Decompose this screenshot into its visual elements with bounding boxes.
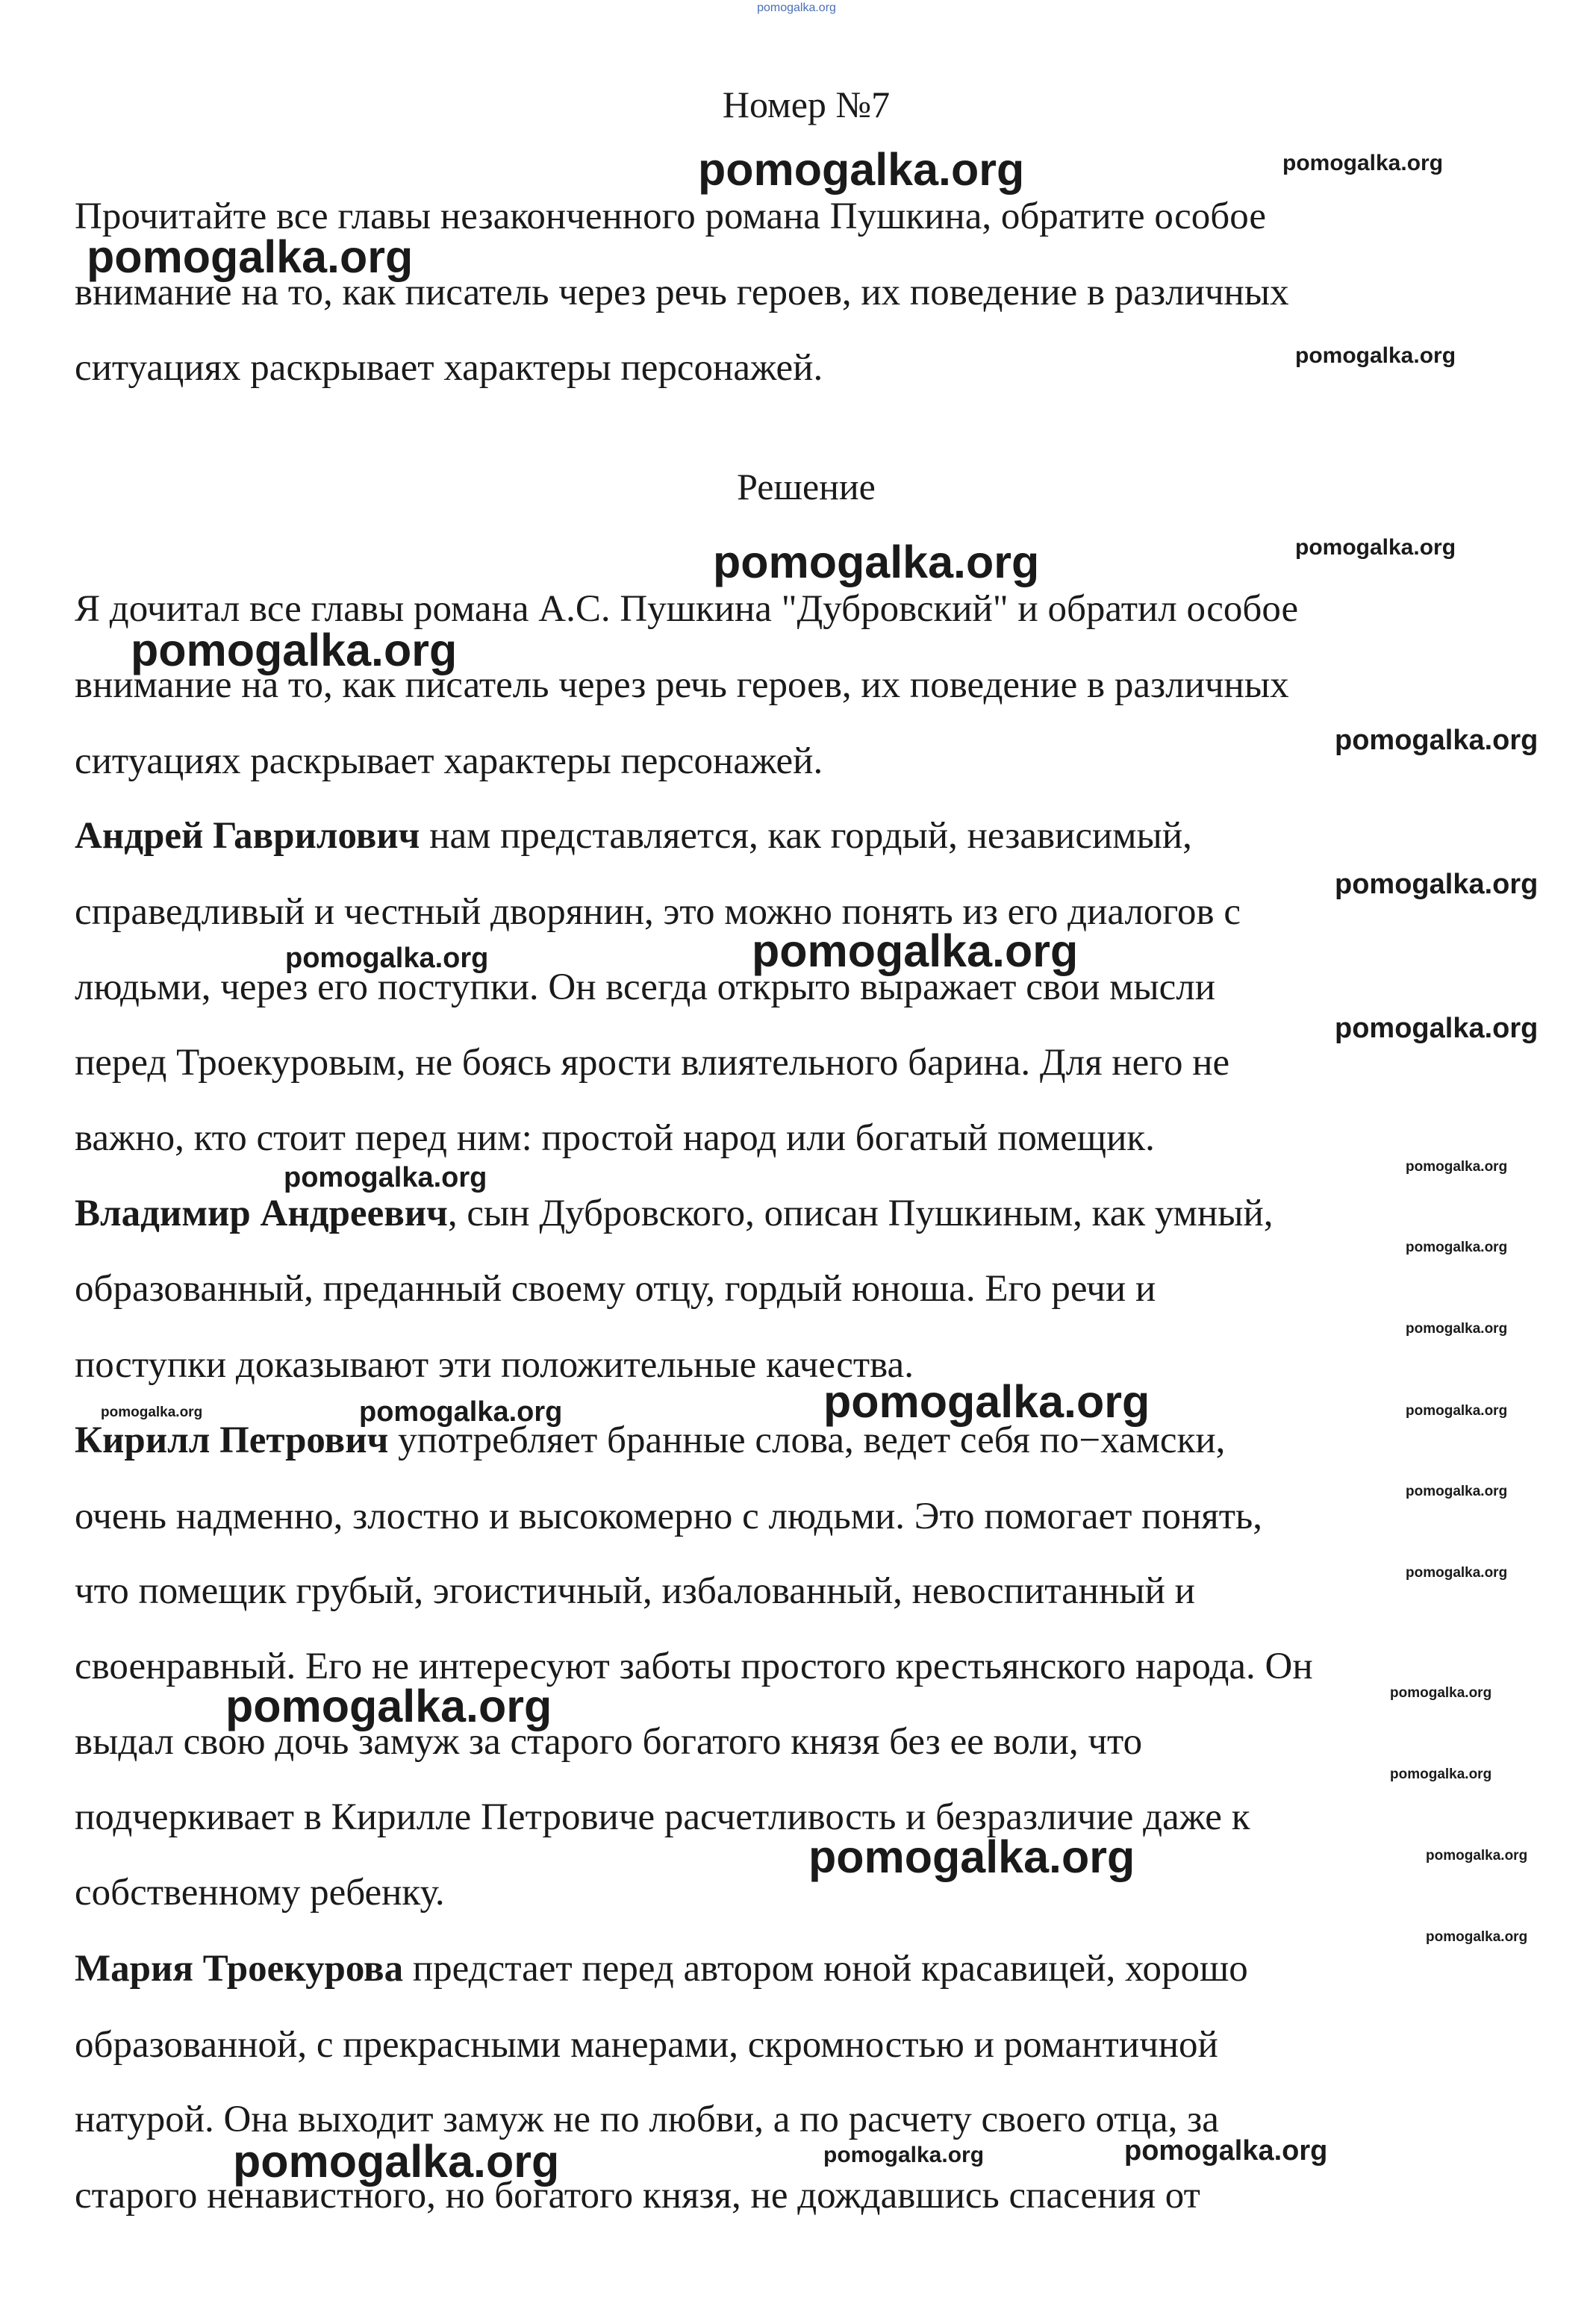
- character-text: , сын Дубровского, описан Пушкиным, как умный,: [447, 1193, 1274, 1234]
- intro-line: внимание на то, как писатель через речь героев, их поведение в различных: [75, 664, 1289, 706]
- watermark-text: pomogalka.org: [1406, 1403, 1508, 1419]
- watermark-text: pomogalka.org: [1406, 1565, 1508, 1581]
- character-name: Андрей Гаврилович: [75, 815, 420, 857]
- watermark-text: pomogalka.org: [359, 1396, 563, 1428]
- character-line: перед Троекуровым, не боясь ярости влиятельного барина. Для него не: [75, 1042, 1230, 1084]
- solution-heading: Решение: [737, 466, 876, 507]
- task-line: Прочитайте все главы незаконченного романа Пушкина, обратите особое: [75, 196, 1266, 237]
- watermark-text: pomogalka.org: [1390, 1685, 1492, 1701]
- watermark-text: pomogalka.org: [752, 925, 1079, 976]
- watermark-text: pomogalka.org: [823, 2143, 985, 2167]
- character-line: натурой. Она выходит замуж не по любви, а по расчету своего отца, за: [75, 2099, 1219, 2140]
- watermark-text: pomogalka.org: [1124, 2135, 1328, 2167]
- intro-line: ситуациях раскрывает характеры персонажей.: [75, 740, 823, 782]
- task-line: внимание на то, как писатель через речь героев, их поведение в различных: [75, 272, 1289, 313]
- character-line: образованной, с прекрасными манерами, скромностью и романтичной: [75, 2024, 1218, 2066]
- watermark-text: pomogalka.org: [1295, 535, 1456, 560]
- watermark-text: pomogalka.org: [233, 2136, 560, 2187]
- watermark-text: pomogalka.org: [285, 943, 489, 974]
- watermark-text: pomogalka.org: [1335, 725, 1539, 756]
- watermark-text: pomogalka.org: [1390, 1767, 1492, 1782]
- character-text: употребляет бранные слова, ведет себя по−хамски,: [388, 1419, 1226, 1461]
- character-line: людьми, через его поступки. Он всегда открыто выражает свои мысли: [75, 966, 1216, 1008]
- watermark-text: pomogalka.org: [131, 625, 458, 675]
- character-first-line: [75, 1946, 1248, 1991]
- watermark-text: pomogalka.org: [225, 1681, 552, 1731]
- character-text: предстает перед автором юной красавицей, хорошо: [403, 1948, 1248, 1990]
- character-line: своенравный. Его не интересуют заботы простого крестьянского народа. Он: [75, 1646, 1313, 1687]
- character-line: справедливый и честный дворянин, это можно понять из его диалогов с: [75, 891, 1241, 933]
- watermark-text: pomogalka.org: [1406, 1321, 1508, 1337]
- character-first-line: [75, 1191, 1274, 1236]
- header-url: pomogalka.org: [757, 1, 836, 14]
- page-title: Номер №7: [722, 84, 891, 125]
- character-line: подчеркивает в Кирилле Петровиче расчетливость и безразличие даже к: [75, 1796, 1250, 1838]
- character-name: Мария Троекурова: [75, 1948, 404, 1990]
- character-line: образованный, преданный своему отцу, гордый юноша. Его речи и: [75, 1268, 1156, 1310]
- character-line: очень надменно, злостно и высокомерно с людьми. Это помогает понять,: [75, 1496, 1262, 1537]
- character-line: старого ненавистного, но богатого князя, не дождавшись спасения от: [75, 2175, 1200, 2217]
- watermark-text: pomogalka.org: [698, 144, 1025, 195]
- watermark-text: pomogalka.org: [1426, 1929, 1528, 1945]
- character-line: собственному ребенку.: [75, 1872, 445, 1914]
- watermark-text: pomogalka.org: [808, 1831, 1135, 1882]
- character-name: Кирилл Петрович: [75, 1419, 389, 1461]
- watermark-text: pomogalka.org: [1335, 869, 1539, 900]
- watermark-text: pomogalka.org: [101, 1405, 203, 1420]
- watermark-text: pomogalka.org: [284, 1162, 487, 1193]
- character-text: нам представляется, как гордый, независимый,: [420, 815, 1192, 857]
- character-first-line: [75, 813, 1192, 858]
- watermark-text: pomogalka.org: [1335, 1013, 1539, 1044]
- watermark-text: pomogalka.org: [1295, 343, 1456, 368]
- character-line: поступки доказывают эти положительные качества.: [75, 1344, 914, 1386]
- watermark-text: pomogalka.org: [823, 1376, 1150, 1427]
- watermark-text: pomogalka.org: [1406, 1484, 1508, 1499]
- task-line: ситуациях раскрывает характеры персонажей.: [75, 347, 823, 389]
- watermark-text: pomogalka.org: [1282, 151, 1444, 175]
- watermark-text: pomogalka.org: [1426, 1848, 1528, 1864]
- watermark-text: pomogalka.org: [1406, 1240, 1508, 1255]
- character-name: Владимир Андреевич: [75, 1193, 448, 1234]
- watermark-text: pomogalka.org: [713, 537, 1040, 587]
- intro-line: Я дочитал все главы романа А.С. Пушкина "Дубровский" и обратил особое: [75, 588, 1299, 630]
- watermark-text: pomogalka.org: [87, 231, 414, 282]
- character-line: выдал свою дочь замуж за старого богатого князя без ее воли, что: [75, 1721, 1143, 1763]
- character-line: что помещик грубый, эгоистичный, избалованный, невоспитанный и: [75, 1570, 1195, 1612]
- watermark-text: pomogalka.org: [1406, 1159, 1508, 1175]
- character-line: важно, кто стоит перед ним: простой народ или богатый помещик.: [75, 1117, 1155, 1159]
